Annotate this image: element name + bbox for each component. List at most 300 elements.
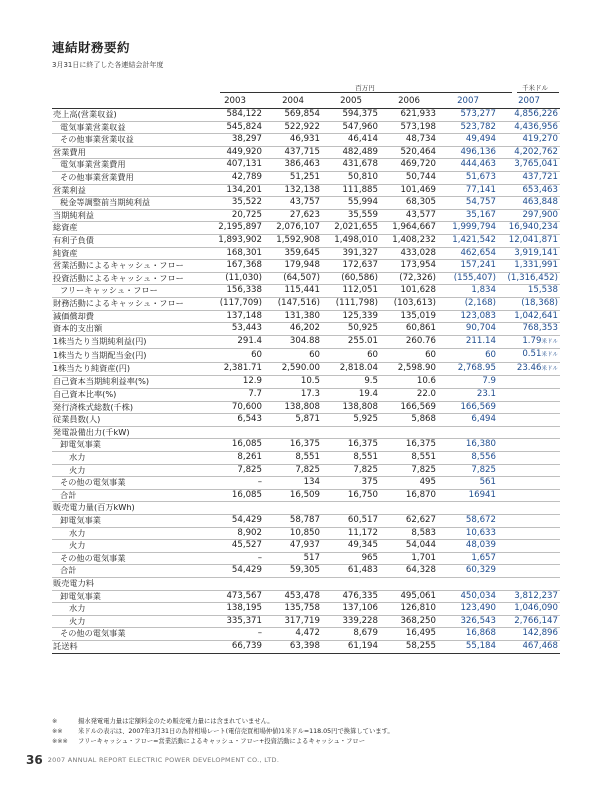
cell-value xyxy=(264,389,322,402)
row-label: その他事業営業費用 xyxy=(52,171,206,184)
cell-text: 61,483 xyxy=(347,565,378,576)
cell-value xyxy=(438,362,498,376)
cell-usd-value xyxy=(498,247,560,260)
cell-usd-value xyxy=(498,335,560,349)
cell-text: 621,933 xyxy=(400,109,436,119)
cell-value xyxy=(380,171,438,184)
cell-value xyxy=(380,349,438,363)
year-header: 2004 xyxy=(264,93,322,109)
cell-text: 8,551 xyxy=(353,452,378,463)
cell-text: 561 xyxy=(479,477,496,488)
cell-value xyxy=(322,222,380,235)
cell-text: 1,498,010 xyxy=(334,234,378,245)
cell-value xyxy=(322,376,380,389)
cell-value xyxy=(206,109,264,122)
row-label: その他の電気事業 xyxy=(52,628,206,641)
cell-usd-value xyxy=(498,285,560,298)
cell-text: 132,138 xyxy=(284,184,320,195)
cell-text: 62,627 xyxy=(405,515,436,525)
cell-value xyxy=(322,515,380,528)
cell-text: 101,469 xyxy=(400,184,436,195)
cell-text: 20,725 xyxy=(231,209,262,220)
cell-text: 386,463 xyxy=(284,159,320,170)
cell-value xyxy=(264,590,322,603)
footnote-text: 揚水発電電力量は定額料金のため販売電力量には含まれていません。 xyxy=(78,718,274,725)
cell-text: 482,489 xyxy=(342,146,378,157)
cell-usd-value xyxy=(498,260,560,273)
cell-text: 35,559 xyxy=(347,209,378,220)
cell-text: (111,798) xyxy=(335,297,378,308)
cell-value xyxy=(264,323,322,336)
cell-text: 326,543 xyxy=(460,615,496,626)
row-label: 電気事業営業費用 xyxy=(52,159,206,172)
cell-text: 16,509 xyxy=(289,489,320,500)
cell-value xyxy=(206,401,264,414)
cell-value xyxy=(322,540,380,553)
table-row xyxy=(52,184,560,197)
cell-text: 70,600 xyxy=(231,401,262,412)
cell-text: 6,543 xyxy=(237,414,262,425)
cell-usd-value xyxy=(498,234,560,247)
cell-value xyxy=(264,515,322,528)
cell-value xyxy=(380,640,438,653)
table-row xyxy=(52,540,560,553)
cell-value xyxy=(380,426,438,439)
cell-text: (72,326) xyxy=(399,272,436,283)
table-row xyxy=(52,349,560,363)
cell-value xyxy=(206,515,264,528)
cell-text: 1,331,991 xyxy=(514,260,558,271)
cell-text: 5,925 xyxy=(353,414,378,425)
cell-text: 1,893,902 xyxy=(218,234,262,245)
cell-value xyxy=(322,159,380,172)
cell-text: 68,305 xyxy=(405,197,436,208)
cell-value xyxy=(380,464,438,477)
page-footer xyxy=(26,753,279,767)
table-row xyxy=(52,362,560,376)
cell-value xyxy=(322,615,380,628)
cell-usd-value xyxy=(498,349,560,363)
cell-text: (2,168) xyxy=(464,297,496,308)
cell-usd-value xyxy=(498,577,560,590)
cell-value xyxy=(438,527,498,540)
cell-value xyxy=(206,527,264,540)
cell-text: 137,148 xyxy=(226,310,262,321)
cell-value xyxy=(380,552,438,565)
cell-value xyxy=(438,401,498,414)
page-title: 連結財務要約 xyxy=(52,40,131,55)
cell-text: 1,701 xyxy=(411,552,436,563)
unit-millions-yen: 百万円 xyxy=(355,84,375,92)
cell-text: 437,721 xyxy=(522,171,558,182)
cell-value xyxy=(380,285,438,298)
cell-text: 16,375 xyxy=(289,439,320,450)
table-row xyxy=(52,527,560,540)
cell-text: 64,328 xyxy=(405,565,436,576)
cell-value xyxy=(264,464,322,477)
cell-text: 63,398 xyxy=(289,640,320,651)
table-row xyxy=(52,109,560,122)
cell-value xyxy=(322,426,380,439)
cell-text: 38,297 xyxy=(231,134,262,145)
cell-text: 10.6 xyxy=(416,376,436,387)
cell-value xyxy=(380,121,438,134)
cell-text: 8,679 xyxy=(353,628,378,639)
cell-value xyxy=(380,146,438,159)
cell-text: 1,046,090 xyxy=(514,603,558,614)
cell-value xyxy=(206,362,264,376)
cell-value xyxy=(264,565,322,578)
cell-text: 11,172 xyxy=(347,527,378,538)
cell-value xyxy=(438,376,498,389)
cell-usd-value xyxy=(498,540,560,553)
cell-value xyxy=(322,146,380,159)
cell-usd-value xyxy=(498,310,560,323)
cell-value xyxy=(264,640,322,653)
cell-text: 653,463 xyxy=(522,184,558,195)
row-label: 税金等調整前当期純利益 xyxy=(52,197,206,210)
cell-text: 58,787 xyxy=(289,515,320,525)
footnotes xyxy=(52,717,394,747)
cell-text: 111,885 xyxy=(342,184,378,195)
cell-value xyxy=(438,222,498,235)
row-label: その他の電気事業 xyxy=(52,552,206,565)
cell-value xyxy=(206,540,264,553)
table-header-row xyxy=(52,93,560,109)
table-row xyxy=(52,489,560,502)
cell-value xyxy=(322,552,380,565)
cell-usd-value xyxy=(498,515,560,528)
cell-usd-value xyxy=(498,362,560,376)
cell-text: 339,228 xyxy=(342,615,378,626)
cell-text: 61,194 xyxy=(347,640,378,651)
cell-text: 54,044 xyxy=(405,540,436,551)
cell-usd-value xyxy=(498,615,560,628)
cell-value xyxy=(438,565,498,578)
cell-text: 60 xyxy=(251,349,262,360)
cell-text: 123,490 xyxy=(460,603,496,614)
cell-value xyxy=(264,159,322,172)
cell-text: 255.01 xyxy=(347,336,378,347)
cell-text: 16,868 xyxy=(465,628,496,639)
cell-value xyxy=(264,362,322,376)
cell-text: 547,960 xyxy=(342,121,378,132)
cell-value xyxy=(380,527,438,540)
cell-value xyxy=(206,502,264,515)
cell-usd-value xyxy=(498,527,560,540)
cell-text: (60,586) xyxy=(341,272,378,283)
cell-text: 35,522 xyxy=(231,197,262,208)
usd-unit-label: 米ドル xyxy=(541,365,558,372)
cell-text: 16,940,234 xyxy=(508,222,558,233)
cell-value xyxy=(322,209,380,222)
cell-value xyxy=(322,577,380,590)
cell-value xyxy=(264,171,322,184)
cell-text: (64,507) xyxy=(283,272,320,283)
cell-value xyxy=(264,222,322,235)
cell-text: 10,850 xyxy=(289,527,320,538)
cell-text: 50,744 xyxy=(405,171,436,182)
cell-value xyxy=(322,401,380,414)
row-label: 火力 xyxy=(52,615,206,628)
cell-value xyxy=(206,121,264,134)
cell-text: 584,122 xyxy=(226,109,262,119)
cell-text: 60 xyxy=(425,349,436,360)
cell-text: 768,353 xyxy=(522,323,558,334)
year-header: 2006 xyxy=(380,93,438,109)
cell-text: 573,277 xyxy=(460,109,496,119)
cell-value xyxy=(322,452,380,465)
cell-text: 54,757 xyxy=(465,197,496,208)
cell-value xyxy=(438,260,498,273)
cell-value xyxy=(380,577,438,590)
cell-value xyxy=(264,310,322,323)
cell-text: 2,076,107 xyxy=(276,222,320,233)
cell-text: 495,061 xyxy=(400,590,436,601)
cell-value xyxy=(438,603,498,616)
cell-usd-value xyxy=(498,146,560,159)
cell-text: 43,577 xyxy=(405,209,436,220)
page-subtitle: 3月31日に終了した各連結会計年度 xyxy=(52,61,164,69)
unit-thousand-usd: 千米ドル xyxy=(522,84,548,92)
cell-text: 53,443 xyxy=(231,323,262,334)
cell-value xyxy=(206,272,264,285)
table-row xyxy=(52,515,560,528)
cell-value xyxy=(322,285,380,298)
cell-usd-value xyxy=(498,184,560,197)
row-label: 当期純利益 xyxy=(52,209,206,222)
year-header: 2005 xyxy=(322,93,380,109)
cell-value xyxy=(264,197,322,210)
cell-text: 48,039 xyxy=(465,540,496,551)
row-label: 卸電気事業 xyxy=(52,439,206,452)
table-row xyxy=(52,640,560,653)
cell-text: 1,408,232 xyxy=(392,234,436,245)
cell-value xyxy=(438,159,498,172)
cell-value xyxy=(322,247,380,260)
footnote-mark: ※※※ xyxy=(52,738,68,745)
cell-text: 965 xyxy=(361,552,378,563)
cell-usd-value xyxy=(498,426,560,439)
cell-text: 12.9 xyxy=(242,376,262,387)
cell-text: 1,657 xyxy=(471,552,496,563)
cell-value xyxy=(264,121,322,134)
row-label: 自己資本当期純利益率(%) xyxy=(52,376,206,389)
cell-value xyxy=(380,209,438,222)
cell-value xyxy=(264,109,322,122)
cell-text: 54,429 xyxy=(231,515,262,525)
cell-text: 545,824 xyxy=(226,121,262,132)
cell-text: 135,019 xyxy=(400,310,436,321)
cell-text: 3,812,237 xyxy=(514,590,558,601)
row-label: 火力 xyxy=(52,540,206,553)
cell-usd-value xyxy=(498,628,560,641)
cell-value xyxy=(322,628,380,641)
cell-text: 569,854 xyxy=(284,109,320,119)
cell-value xyxy=(264,527,322,540)
cell-text: 2,598.90 xyxy=(397,363,436,374)
cell-value xyxy=(322,640,380,653)
cell-usd-value xyxy=(498,134,560,147)
row-label: 電気事業営業収益 xyxy=(52,121,206,134)
cell-usd-value xyxy=(498,477,560,490)
cell-text: 450,034 xyxy=(460,590,496,601)
cell-text: 16,085 xyxy=(231,489,262,500)
table-row xyxy=(52,401,560,414)
cell-usd-value xyxy=(498,552,560,565)
cell-text: 4,856,226 xyxy=(514,109,558,119)
cell-text: 60 xyxy=(309,349,320,360)
cell-text: 49,345 xyxy=(347,540,378,551)
cell-value xyxy=(206,247,264,260)
cell-value xyxy=(322,297,380,310)
cell-usd-value xyxy=(498,640,560,653)
cell-text: 1,421,542 xyxy=(452,234,496,245)
cell-value xyxy=(264,349,322,363)
cell-text: 166,569 xyxy=(400,401,436,412)
row-label: 販売電力料 xyxy=(52,577,206,590)
cell-text: 173,954 xyxy=(400,260,436,271)
cell-text: 59,305 xyxy=(289,565,320,576)
page-number: 36 xyxy=(26,753,43,767)
cell-text: 60 xyxy=(367,349,378,360)
cell-text: 16,380 xyxy=(465,439,496,450)
cell-value xyxy=(264,489,322,502)
cell-value xyxy=(438,146,498,159)
row-label: 資本的支出額 xyxy=(52,323,206,336)
cell-value xyxy=(438,349,498,363)
cell-value xyxy=(206,209,264,222)
cell-value xyxy=(206,439,264,452)
row-label: 有利子負債 xyxy=(52,234,206,247)
cell-value xyxy=(322,362,380,376)
table-row xyxy=(52,297,560,310)
cell-text: 138,195 xyxy=(226,603,262,614)
cell-text: 431,678 xyxy=(342,159,378,170)
cell-value xyxy=(438,247,498,260)
table-row xyxy=(52,234,560,247)
cell-text: 433,028 xyxy=(400,247,436,258)
cell-text: (1,316,452) xyxy=(507,272,558,283)
cell-value xyxy=(264,414,322,427)
cell-usd-value xyxy=(498,297,560,310)
cell-text: 17.3 xyxy=(300,389,320,400)
cell-text: 517 xyxy=(303,552,320,563)
cell-text: 5,868 xyxy=(411,414,436,425)
table-row xyxy=(52,247,560,260)
table-row xyxy=(52,565,560,578)
cell-text: 2,195,897 xyxy=(218,222,262,233)
table-row xyxy=(52,272,560,285)
cell-text: 115,441 xyxy=(284,285,320,296)
cell-text: 47,937 xyxy=(289,540,320,551)
table-row xyxy=(52,615,560,628)
cell-value xyxy=(264,260,322,273)
cell-text: 50,810 xyxy=(347,171,378,182)
row-label: 合計 xyxy=(52,565,206,578)
cell-value xyxy=(322,527,380,540)
cell-usd-value xyxy=(498,272,560,285)
row-label: 財務活動によるキャッシュ・フロー xyxy=(52,297,206,310)
table-row xyxy=(52,577,560,590)
cell-value xyxy=(380,184,438,197)
cell-text: 10,633 xyxy=(465,527,496,538)
cell-value xyxy=(438,234,498,247)
table-row xyxy=(52,603,560,616)
cell-value xyxy=(206,310,264,323)
cell-text: 7,825 xyxy=(471,464,496,475)
cell-text: 4,472 xyxy=(295,628,320,639)
cell-value xyxy=(206,426,264,439)
cell-value xyxy=(322,197,380,210)
cell-value xyxy=(380,260,438,273)
cell-text: 2,818.04 xyxy=(339,363,378,374)
cell-text: 467,468 xyxy=(522,640,558,651)
cell-value xyxy=(380,234,438,247)
table-row xyxy=(52,414,560,427)
cell-value xyxy=(438,640,498,653)
cell-text: 496,136 xyxy=(460,146,496,157)
cell-text: 49,494 xyxy=(465,134,496,145)
cell-usd-value xyxy=(498,489,560,502)
cell-text: 55,184 xyxy=(465,640,496,651)
row-label: 合計 xyxy=(52,489,206,502)
cell-text: 4,202,762 xyxy=(514,146,558,157)
cell-value xyxy=(438,477,498,490)
cell-text: 419,270 xyxy=(522,134,558,145)
footnote-text: フリーキャッシュ・フロー=営業活動によるキャッシュ・フロー+投資活動によるキャッシュ・フロー xyxy=(78,738,365,745)
row-label: 卸電気事業 xyxy=(52,515,206,528)
cell-value xyxy=(380,222,438,235)
cell-value xyxy=(380,272,438,285)
cell-value xyxy=(206,452,264,465)
cell-text: 3,765,041 xyxy=(514,159,558,170)
cell-text: 359,645 xyxy=(284,247,320,258)
cell-value xyxy=(438,615,498,628)
cell-value xyxy=(380,502,438,515)
cell-text: 167,368 xyxy=(226,260,262,271)
cell-text: 168,301 xyxy=(226,247,262,258)
cell-text: 42,789 xyxy=(231,171,262,182)
cell-value xyxy=(322,121,380,134)
cell-text: 35,167 xyxy=(465,209,496,220)
cell-value xyxy=(438,121,498,134)
row-label: 発行済株式総数(千株) xyxy=(52,401,206,414)
cell-value xyxy=(264,234,322,247)
cell-value xyxy=(322,477,380,490)
cell-value xyxy=(264,552,322,565)
cell-value xyxy=(206,184,264,197)
cell-value xyxy=(438,502,498,515)
cell-value xyxy=(438,439,498,452)
cell-text: (103,613) xyxy=(393,297,436,308)
table-row xyxy=(52,628,560,641)
cell-text: 368,250 xyxy=(400,615,436,626)
table-row xyxy=(52,159,560,172)
cell-text: 473,567 xyxy=(226,590,262,601)
cell-text: 172,637 xyxy=(342,260,378,271)
cell-value xyxy=(380,452,438,465)
cell-value xyxy=(206,146,264,159)
usd-unit-label: 米ドル xyxy=(541,352,558,359)
cell-text: 9.5 xyxy=(364,376,378,387)
cell-value xyxy=(206,577,264,590)
cell-text: 45,527 xyxy=(231,540,262,551)
cell-value xyxy=(322,323,380,336)
cell-value xyxy=(438,577,498,590)
cell-text: 0.51 xyxy=(522,349,542,360)
cell-text: (117,709) xyxy=(219,297,262,308)
